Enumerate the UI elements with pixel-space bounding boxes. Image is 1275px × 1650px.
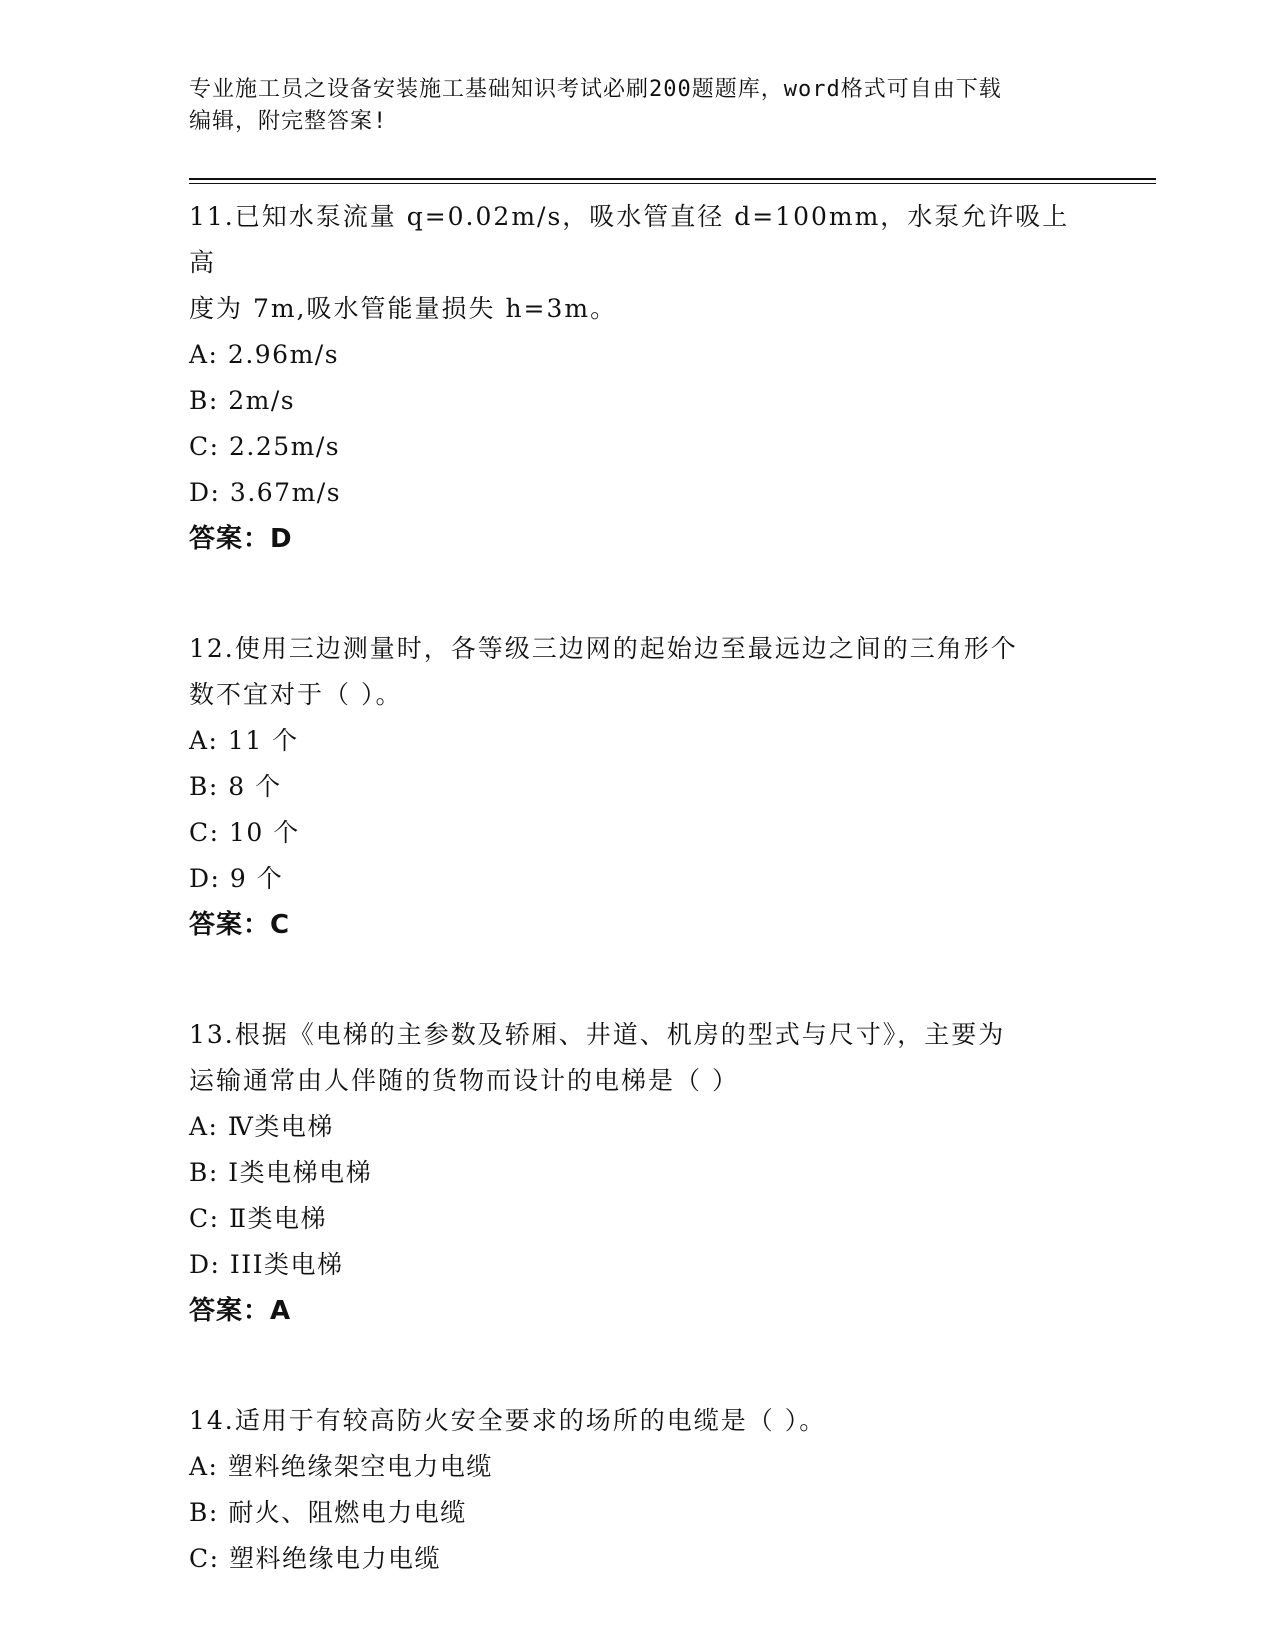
answer-line: 答案：A — [189, 1296, 292, 1326]
question-list — [189, 194, 1089, 1646]
option-b: B: 耐火、阻燃电力电缆 — [189, 1498, 467, 1527]
option-a: A: Ⅳ类电梯 — [189, 1112, 334, 1141]
question-stem-line: 运输通常由人伴随的货物而设计的电梯是（ ） — [189, 1066, 739, 1095]
option-a: A: 塑料绝缘架空电力电缆 — [189, 1452, 493, 1481]
answer-line: 答案：C — [189, 910, 291, 940]
header-divider-thin — [189, 183, 1156, 184]
option-a: A: 11 个 — [189, 726, 299, 755]
question-stem-line: 度为 7m,吸水管能量损失 h=3m。 — [189, 294, 618, 323]
question-stem-line: 11.已知水泵流量 q=0.02m/s，吸水管直径 d=100mm，水泵允许吸上高 — [189, 202, 1070, 277]
question-12 — [189, 626, 1089, 948]
question-stem-line: 14.适用于有较高防火安全要求的场所的电缆是（ ）。 — [189, 1406, 827, 1435]
option-d: D: 3.67m/s — [189, 478, 342, 507]
document-header — [189, 74, 1089, 138]
question-stem-line: 数不宜对于（ ）。 — [189, 680, 403, 709]
option-b: B: 2m/s — [189, 386, 296, 415]
question-14 — [189, 1398, 1089, 1582]
question-13 — [189, 1012, 1089, 1334]
answer-line: 答案：D — [189, 524, 293, 554]
question-stem-line: 12.使用三边测量时，各等级三边网的起始边至最远边之间的三角形个 — [189, 634, 1018, 663]
option-c: C: 10 个 — [189, 818, 300, 847]
header-line-2: 编辑，附完整答案! — [189, 109, 388, 134]
option-c: C: 2.25m/s — [189, 432, 341, 461]
question-stem-line: 13.根据《电梯的主参数及轿厢、井道、机房的型式与尺寸》，主要为 — [189, 1020, 1006, 1049]
header-divider-thick — [189, 178, 1156, 180]
option-b: B: 8 个 — [189, 772, 282, 801]
header-line-1: 专业施工员之设备安装施工基础知识考试必刷200题题库，word格式可自由下载 — [189, 77, 1002, 102]
option-a: A: 2.96m/s — [189, 340, 340, 369]
option-c: C: Ⅱ类电梯 — [189, 1204, 327, 1233]
option-d: D: 9 个 — [189, 864, 284, 893]
option-b: B: Ⅰ类电梯电梯 — [189, 1158, 373, 1187]
option-c: C: 塑料绝缘电力电缆 — [189, 1544, 441, 1573]
option-d: D: III类电梯 — [189, 1250, 344, 1279]
question-11 — [189, 194, 1089, 562]
